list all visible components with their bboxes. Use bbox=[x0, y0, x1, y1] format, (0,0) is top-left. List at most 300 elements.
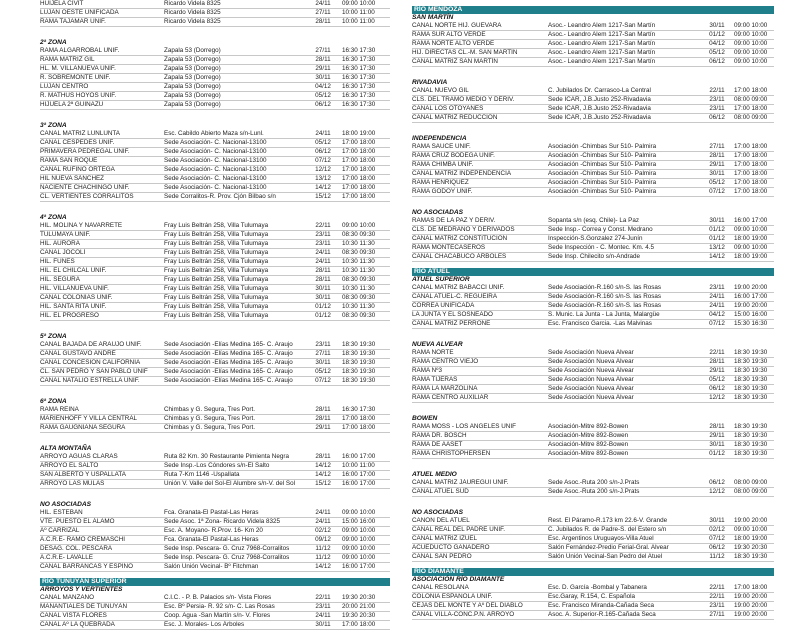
meeting-date: 23/11 bbox=[709, 105, 725, 112]
zone-heading: ARROYOS Y VERTIENTES bbox=[40, 586, 123, 593]
zone-heading: NO ASOCIADAS bbox=[412, 509, 464, 516]
zone-heading: ALTA MONTAÑA bbox=[40, 445, 92, 452]
meeting-time: 16:00 17:00 bbox=[734, 293, 768, 300]
schedule-row bbox=[40, 462, 390, 471]
canal-name: Aº CARRIZAL bbox=[40, 527, 80, 534]
meeting-date: 14/12 bbox=[315, 471, 331, 478]
meeting-time: 18:30 19:30 bbox=[734, 441, 768, 448]
canal-name: RAMA LA MARZOLINA bbox=[412, 385, 478, 392]
meeting-date: 23/11 bbox=[709, 96, 725, 103]
meeting-date: 29/11 bbox=[709, 367, 725, 374]
schedule-row bbox=[412, 49, 774, 58]
meeting-time: 19:30 20:30 bbox=[342, 612, 376, 619]
meeting-place: Asociación -Chimbas Sur 510- Palmira bbox=[548, 143, 657, 150]
meeting-place: Esc. Bº Persia- R. 92 s/n- C. Las Rosas bbox=[164, 603, 275, 610]
meeting-date: 28/11 bbox=[315, 415, 331, 422]
meeting-place: Sede Asociación- C. Nacional-13100 bbox=[164, 157, 267, 164]
meeting-place: Sede Insp. Pescara- G. Cruz 7968-Corralitos bbox=[164, 545, 290, 552]
meeting-place: Sede Insp.-Los Cóndores s/n-El Salto bbox=[164, 462, 270, 469]
meeting-date: 01/12 bbox=[709, 450, 725, 457]
canal-name: HIL. SANTA RITA UNIF. bbox=[40, 303, 107, 310]
schedule-row bbox=[412, 31, 774, 40]
schedule-row bbox=[40, 509, 390, 518]
schedule-row bbox=[412, 226, 774, 235]
schedule-row bbox=[40, 92, 390, 101]
schedule-row bbox=[412, 188, 774, 197]
meeting-place: Sede Asociación- C. Nacional-13100 bbox=[164, 148, 267, 155]
canal-name: CANAL RESOLANA bbox=[412, 584, 469, 591]
meeting-place: Fray Luis Beltrán 258, Villa Tulumaya bbox=[164, 312, 269, 319]
canal-name: RAMAS DE LA PAZ Y DERIV. bbox=[412, 217, 496, 224]
meeting-place: Asoc.- Leandro Alem 1217-San Martín bbox=[548, 58, 656, 65]
meeting-date: 30/11 bbox=[709, 22, 725, 29]
meeting-place: C. Jubilados Dr. Carrasco-La Central bbox=[548, 87, 651, 94]
zone-heading: 5ª ZONA bbox=[40, 333, 67, 340]
spacer bbox=[40, 489, 390, 501]
canal-name: HIL NUEVA SÁNCHEZ bbox=[40, 175, 105, 182]
meeting-time: 18:30 19:30 bbox=[734, 432, 768, 439]
schedule-row bbox=[40, 453, 390, 462]
canal-name: CANAL REAL DEL PADRE UNIF. bbox=[412, 526, 505, 533]
schedule-row bbox=[412, 593, 774, 602]
meeting-place: Sede Insp. Pescara- G. Cruz 7968-Corralitos bbox=[164, 554, 290, 561]
meeting-time: 17:00 18:00 bbox=[342, 175, 376, 182]
meeting-time: 16:30 17:30 bbox=[342, 406, 376, 413]
meeting-date: 24/11 bbox=[315, 130, 331, 137]
canal-name: CL. VERTIENTES CORRALITOS bbox=[40, 193, 134, 200]
schedule-row bbox=[40, 240, 390, 249]
schedule-row bbox=[412, 22, 774, 31]
schedule-row bbox=[40, 157, 390, 166]
canal-name: CEJAS DEL MONTE Y Aº DEL DIABLO bbox=[412, 602, 523, 609]
meeting-time: 10:00 11:00 bbox=[342, 9, 375, 16]
schedule-row bbox=[412, 96, 774, 105]
meeting-date: 07/12 bbox=[315, 377, 331, 384]
meeting-time: 16:30 17:30 bbox=[342, 47, 376, 54]
schedule-row bbox=[40, 368, 390, 377]
meeting-place: Fray Luis Beltrán 258, Villa Tulumaya bbox=[164, 240, 269, 247]
meeting-date: 07/12 bbox=[709, 535, 725, 542]
canal-name: HIL. EL PROGRESO bbox=[40, 312, 99, 319]
meeting-time: 09:00 10:00 bbox=[342, 0, 376, 7]
canal-name: SAN ALBERTO Y USPALLATA bbox=[40, 471, 126, 478]
schedule-row bbox=[40, 249, 390, 258]
meeting-time: 10:30 11:30 bbox=[342, 240, 375, 247]
meeting-time: 18:00 19:00 bbox=[734, 235, 768, 242]
meeting-date: 28/11 bbox=[315, 453, 331, 460]
meeting-date: 07/12 bbox=[315, 157, 331, 164]
meeting-time: 10:00 11:00 bbox=[342, 18, 375, 25]
meeting-time: 17:00 18:00 bbox=[342, 193, 376, 200]
meeting-time: 17:00 18:00 bbox=[342, 148, 376, 155]
canal-name: CANAL MATRIZ PERRONE bbox=[412, 320, 491, 327]
meeting-time: 18:30 19:30 bbox=[734, 394, 768, 401]
meeting-time: 18:30 19:30 bbox=[734, 385, 768, 392]
meeting-time: 17:00 18:00 bbox=[342, 139, 376, 146]
meeting-place: Sede Asociación -Elías Medina 165- C. Araujo bbox=[164, 350, 293, 357]
meeting-date: 06/12 bbox=[315, 101, 331, 108]
meeting-date: 22/11 bbox=[709, 584, 725, 591]
meeting-date: 28/11 bbox=[709, 152, 725, 159]
schedule-row bbox=[412, 423, 774, 432]
meeting-date: 06/12 bbox=[315, 148, 331, 155]
meeting-date: 06/12 bbox=[709, 114, 725, 121]
meeting-time: 18:30 19:30 bbox=[342, 341, 376, 348]
meeting-place: Esc.Garay, R.154, C. Española bbox=[548, 593, 636, 600]
canal-name: ARROYO EL SALTO bbox=[40, 462, 99, 469]
meeting-place: Inspección-S.Gonzalez 274-Junín bbox=[548, 235, 643, 242]
meeting-place: Esc. J. Morales- Los Árboles bbox=[164, 621, 245, 628]
schedule-row bbox=[412, 253, 774, 262]
spacer bbox=[40, 386, 390, 398]
canal-name: RAMA NORTE bbox=[412, 349, 454, 356]
zone-heading: 4ª ZONA bbox=[40, 214, 67, 221]
meeting-date: 27/11 bbox=[315, 350, 331, 357]
meeting-date: 24/11 bbox=[315, 612, 331, 619]
meeting-time: 08:00 09:00 bbox=[734, 96, 768, 103]
schedule-row bbox=[40, 415, 390, 424]
schedule-row bbox=[40, 47, 390, 56]
canal-name: HIL. ESTEBAN bbox=[40, 509, 83, 516]
meeting-date: 01/12 bbox=[315, 303, 331, 310]
meeting-place: Chimbas y G. Segura, Tres Port. bbox=[164, 424, 255, 431]
canal-name: CANAL MANZANO bbox=[40, 594, 94, 601]
meeting-place: Sede ICAR, J.B.Justo 252-Rivadavia bbox=[548, 114, 651, 121]
meeting-date: 01/12 bbox=[315, 312, 331, 319]
meeting-time: 09:00 10:00 bbox=[342, 509, 376, 516]
zone-heading: SAN MARTÍN bbox=[412, 14, 454, 21]
meeting-time: 18:00 19:00 bbox=[342, 130, 376, 137]
meeting-date: 28/11 bbox=[315, 18, 331, 25]
meeting-date: 07/12 bbox=[709, 320, 725, 327]
canal-name: RAMA DE AASET bbox=[412, 441, 463, 448]
meeting-place: Fray Luis Beltrán 258, Villa Tulumaya bbox=[164, 294, 269, 301]
meeting-date: 05/12 bbox=[709, 179, 725, 186]
canal-name: NACIENTE CHACHINGO UNIF. bbox=[40, 184, 130, 191]
canal-name: CANAL MATRIZ BABACCI UNIF. bbox=[412, 284, 505, 291]
meeting-time: 08:30 09:30 bbox=[342, 249, 376, 256]
meeting-date: 12/12 bbox=[709, 394, 725, 401]
meeting-date: 14/12 bbox=[315, 184, 331, 191]
meeting-time: 09:00 10:00 bbox=[734, 226, 768, 233]
canal-name: CANAL MATRIZ SAN MARTÍN bbox=[412, 58, 498, 65]
schedule-row bbox=[412, 302, 774, 311]
meeting-place: Asoc.- Leandro Alem 1217-San Martín bbox=[548, 40, 656, 47]
meeting-date: 30/11 bbox=[315, 294, 331, 301]
canal-name: RAMA CRUZ BODEGA UNIF. bbox=[412, 152, 495, 159]
canal-name: MARIENHOFF Y VILLA CENTRAL bbox=[40, 415, 138, 422]
meeting-place: Sede Asoc. 1ª Zona- Ricardo Videla 8325 bbox=[164, 518, 280, 525]
meeting-time: 09:00 10:00 bbox=[342, 527, 376, 534]
canal-name: HIL. MOLINA Y NAVARRETE bbox=[40, 222, 123, 229]
meeting-date: 04/12 bbox=[709, 40, 725, 47]
canal-name: CANAL NORTE HIJ. GUEVARA bbox=[412, 22, 502, 29]
meeting-date: 27/11 bbox=[315, 9, 331, 16]
meeting-time: 08:30 09:30 bbox=[342, 294, 376, 301]
meeting-time: 16:00 17:00 bbox=[342, 563, 376, 570]
meeting-place: Sede Asociación Nueva Alvear bbox=[548, 358, 634, 365]
canal-name: CANAL Aº LA QUEBRADA bbox=[40, 621, 115, 628]
meeting-place: Zapala 53 (Dorrego) bbox=[164, 92, 221, 99]
schedule-row bbox=[412, 284, 774, 293]
meeting-date: 06/12 bbox=[709, 544, 725, 551]
canal-name: CANAL MATRIZ LUNLUNTA bbox=[40, 130, 121, 137]
meeting-date: 22/11 bbox=[315, 222, 331, 229]
meeting-time: 10:30 11:30 bbox=[342, 258, 375, 265]
meeting-place: Sede ICAR, J.B.Justo 252-Rivadavia bbox=[548, 105, 651, 112]
meeting-date: 30/11 bbox=[315, 285, 331, 292]
meeting-time: 16:30 17:30 bbox=[342, 83, 376, 90]
canal-name: RAMA NORTE ALTO VERDE bbox=[412, 40, 495, 47]
schedule-row bbox=[412, 479, 774, 488]
schedule-row bbox=[412, 358, 774, 367]
canal-name: CAÑÓN DEL ATUEL bbox=[412, 517, 470, 524]
meeting-time: 19:00 20:00 bbox=[734, 284, 768, 291]
canal-name: ARROYO LAS MULAS bbox=[40, 480, 105, 487]
schedule-row bbox=[412, 161, 774, 170]
meeting-time: 19:00 20:00 bbox=[734, 517, 768, 524]
schedule-row bbox=[412, 105, 774, 114]
meeting-time: 19:00 20:00 bbox=[734, 593, 768, 600]
meeting-time: 09:00 10:00 bbox=[734, 58, 768, 65]
meeting-date: 23/11 bbox=[315, 231, 331, 238]
canal-name: RAMA TIJERAS bbox=[412, 376, 458, 383]
meeting-time: 09:00 10:00 bbox=[734, 244, 768, 251]
meeting-time: 17:00 18:00 bbox=[734, 87, 768, 94]
meeting-place: Sede Asociación Nueva Alvear bbox=[548, 376, 634, 383]
canal-name: CANAL MATRIZ INDEPENDENCIA bbox=[412, 170, 512, 177]
schedule-row bbox=[412, 349, 774, 358]
meeting-time: 09:00 10:00 bbox=[342, 545, 376, 552]
meeting-place: Asociación -Chimbas Sur 510- Palmira bbox=[548, 152, 657, 159]
canal-name: RAMA ALGARROBAL UNIF. bbox=[40, 47, 120, 54]
meeting-date: 11/12 bbox=[315, 554, 331, 561]
canal-name: CANAL BAJADA DE ARAUJO UNIF. bbox=[40, 341, 142, 348]
meeting-time: 18:30 19:30 bbox=[342, 368, 376, 375]
schedule-row bbox=[40, 9, 390, 18]
meeting-time: 17:00 18:00 bbox=[734, 584, 768, 591]
meeting-place: Zapala 53 (Dorrego) bbox=[164, 101, 221, 108]
meeting-time: 09:00 10:00 bbox=[342, 536, 376, 543]
spacer bbox=[40, 110, 390, 122]
schedule-row bbox=[40, 471, 390, 480]
meeting-date: 30/11 bbox=[315, 359, 331, 366]
meeting-time: 16:30 17:30 bbox=[342, 65, 376, 72]
meeting-place: Esc. Francisco Garcia. -Las Malvinas bbox=[548, 320, 652, 327]
canal-name: RAMA REINA bbox=[40, 406, 79, 413]
canal-name: HIL. FUNES bbox=[40, 258, 75, 265]
meeting-date: 24/11 bbox=[709, 293, 725, 300]
canal-name: RAMA GODOY UNIF. bbox=[412, 188, 473, 195]
meeting-place: Sede Asociación -Elías Medina 165- C. Araujo bbox=[164, 359, 293, 366]
meeting-place: Sede ICAR, J.B.Justo 252-Rivadavia bbox=[548, 96, 651, 103]
meeting-place: Fray Luis Beltrán 258, Villa Tulumaya bbox=[164, 258, 269, 265]
schedule-row bbox=[40, 231, 390, 240]
meeting-date: 13/12 bbox=[315, 175, 331, 182]
meeting-place: Chimbas y G. Segura, Tres Port. bbox=[164, 406, 255, 413]
meeting-time: 16:30 17:30 bbox=[342, 74, 376, 81]
meeting-date: 02/12 bbox=[709, 526, 725, 533]
meeting-date: 28/11 bbox=[315, 406, 331, 413]
meeting-time: 18:30 19:30 bbox=[734, 423, 768, 430]
canal-name: RAMA SUR ALTO VERDE bbox=[412, 31, 486, 38]
meeting-date: 24/11 bbox=[315, 518, 331, 525]
meeting-place: Asociación-Mitre 892-Bowen bbox=[548, 432, 629, 439]
canal-name: CANAL NUEVO GIL bbox=[412, 87, 469, 94]
meeting-date: 04/12 bbox=[709, 311, 725, 318]
schedule-row bbox=[40, 267, 390, 276]
meeting-place: Fray Luis Beltrán 258, Villa Tulumaya bbox=[164, 276, 269, 283]
meeting-date: 14/12 bbox=[315, 563, 331, 570]
meeting-date: 04/12 bbox=[315, 83, 331, 90]
schedule-row bbox=[412, 87, 774, 96]
canal-name: RAMA TAJAMAR UNIF. bbox=[40, 18, 106, 25]
meeting-date: 05/12 bbox=[709, 49, 725, 56]
canal-name: CANAL NATALIO ESTRELLA UNIF. bbox=[40, 377, 140, 384]
meeting-date: 29/11 bbox=[315, 424, 331, 431]
meeting-date: 13/12 bbox=[709, 244, 725, 251]
canal-name: RAMA MATRIZ GIL bbox=[40, 56, 95, 63]
meeting-date: 05/12 bbox=[709, 376, 725, 383]
meeting-place: Esc. Francisco Miranda-Cañada Seca bbox=[548, 602, 655, 609]
schedule-row bbox=[412, 441, 774, 450]
meeting-time: 17:00 18:00 bbox=[734, 170, 768, 177]
canal-name: MANANTIALES DE TUNUYÁN bbox=[40, 603, 128, 610]
meeting-place: Ruta 7-Km 1146 -Uspallata bbox=[164, 471, 240, 478]
meeting-place: Sede Asociación- C. Nacional-13100 bbox=[164, 166, 267, 173]
meeting-place: Asociación -Chimbas Sur 510- Palmira bbox=[548, 179, 657, 186]
meeting-date: 01/12 bbox=[709, 31, 725, 38]
schedule-row bbox=[40, 594, 390, 603]
canal-name: R. SOBREMONTE UNIF. bbox=[40, 74, 111, 81]
schedule-row bbox=[412, 526, 774, 535]
meeting-date: 29/11 bbox=[709, 161, 725, 168]
meeting-date: 23/11 bbox=[709, 602, 725, 609]
meeting-date: 28/11 bbox=[315, 276, 331, 283]
meeting-place: Asoc. A. Superior-R.165-Cañada Seca bbox=[548, 611, 656, 618]
schedule-row bbox=[412, 488, 774, 497]
meeting-place: Sede Insp. Chilecito s/n-Andrade bbox=[548, 253, 641, 260]
meeting-time: 09:00 10:00 bbox=[342, 554, 376, 561]
schedule-row bbox=[412, 114, 774, 123]
meeting-time: 17:00 18:00 bbox=[734, 105, 768, 112]
canal-name: RAMA DR. BOSCH bbox=[412, 432, 467, 439]
canal-name: CANAL CONCESIÓN CALIFORNIA bbox=[40, 359, 141, 366]
schedule-row bbox=[412, 553, 774, 562]
meeting-time: 10:30 11:30 bbox=[342, 285, 375, 292]
meeting-time: 17:00 18:00 bbox=[734, 179, 768, 186]
meeting-time: 10:30 11:30 bbox=[342, 267, 375, 274]
schedule-row bbox=[40, 175, 390, 184]
schedule-row bbox=[40, 101, 390, 110]
meeting-place: Sede Asociación Nueva Alvear bbox=[548, 394, 634, 401]
meeting-date: 28/11 bbox=[315, 56, 331, 63]
canal-name: HIL. VILLANUEVA UNIF. bbox=[40, 285, 109, 292]
meeting-date: 12/12 bbox=[315, 166, 331, 173]
zone-heading: 2ª ZONA bbox=[40, 39, 67, 46]
meeting-date: 06/12 bbox=[709, 385, 725, 392]
schedule-row bbox=[40, 276, 390, 285]
meeting-place: Asociación -Chimbas Sur 510- Palmira bbox=[548, 170, 657, 177]
meeting-date: 12/12 bbox=[709, 488, 725, 495]
schedule-row bbox=[40, 312, 390, 321]
canal-name: RAMA SAN ROQUE bbox=[40, 157, 98, 164]
meeting-time: 17:00 18:00 bbox=[342, 424, 376, 431]
meeting-place: Sede Asociación Nueva Alvear bbox=[548, 349, 634, 356]
meeting-place: Ruta 82 Km. 30 Restaurante Pimienta Negra bbox=[164, 453, 289, 460]
meeting-time: 18:00 19:00 bbox=[734, 535, 768, 542]
canal-name: CANAL JOCOLÍ bbox=[40, 249, 86, 256]
canal-name: RAMA HENRIQUEZ bbox=[412, 179, 469, 186]
meeting-time: 16:30 17:30 bbox=[342, 101, 376, 108]
meeting-time: 17:00 18:00 bbox=[342, 621, 376, 628]
canal-name: HIL. EL CHILCAL UNIF. bbox=[40, 267, 107, 274]
canal-name: HIJUELA 2ª GUIÑAZÚ bbox=[40, 101, 104, 108]
meeting-time: 17:00 18:00 bbox=[342, 184, 376, 191]
spacer bbox=[40, 202, 390, 214]
left-column bbox=[40, 0, 390, 630]
meeting-place: Ricardo Videla 8325 bbox=[164, 18, 221, 25]
river-section-band: RÍO ATUEL bbox=[412, 268, 774, 276]
schedule-row bbox=[40, 527, 390, 536]
meeting-time: 17:00 18:00 bbox=[734, 152, 768, 159]
meeting-place: Fray Luis Beltrán 258, Villa Tulumaya bbox=[164, 267, 269, 274]
spacer bbox=[412, 329, 774, 341]
schedule-row bbox=[412, 152, 774, 161]
meeting-place: Zapala 53 (Dorrego) bbox=[164, 47, 221, 54]
schedule-row bbox=[412, 311, 774, 320]
meeting-date: 02/12 bbox=[315, 527, 331, 534]
schedule-row bbox=[40, 130, 390, 139]
meeting-time: 20:00 21:00 bbox=[342, 603, 376, 610]
schedule-row bbox=[40, 341, 390, 350]
meeting-place: Asoc.- Leandro Alem 1217-San Martín bbox=[548, 31, 656, 38]
meeting-place: Sede Asociación-R.160 s/n-S. las Rosas bbox=[548, 284, 662, 291]
meeting-place: Fray Luis Beltrán 258, Villa Tulumaya bbox=[164, 303, 269, 310]
meeting-date: 30/11 bbox=[709, 170, 725, 177]
canal-name: RAMA CENTRO VIEJO bbox=[412, 358, 479, 365]
schedule-row bbox=[412, 235, 774, 244]
meeting-place: Sopanta s/n (esq. Chile)- La Paz bbox=[548, 217, 640, 224]
schedule-row bbox=[412, 217, 774, 226]
canal-name: CANAL VILLA-CONC.P.N. ARROYO bbox=[412, 611, 515, 618]
meeting-place: Sede Insp.- Correa y Const. Medrano bbox=[548, 226, 653, 233]
meeting-time: 18:30 19:30 bbox=[734, 358, 768, 365]
meeting-place: Sede Corralitos-R. Prov. Cjón Bilbao s/n bbox=[164, 193, 276, 200]
meeting-place: Zapala 53 (Dorrego) bbox=[164, 83, 221, 90]
meeting-date: 14/12 bbox=[709, 253, 725, 260]
meeting-place: Salón Unión Vecinal-San Pedro del Atuel bbox=[548, 553, 663, 560]
meeting-place: Esc. A. Moyano- R.Prov. 16- Km 20 bbox=[164, 527, 263, 534]
canal-name: PRIMAVERA PEDREGAL UNIF. bbox=[40, 148, 130, 155]
spacer bbox=[412, 123, 774, 135]
meeting-place: Sede Asociación- C. Nacional-13100 bbox=[164, 175, 267, 182]
schedule-row bbox=[40, 480, 390, 489]
meeting-place: Sede Inspección - C. Montec. Km. 4.5 bbox=[548, 244, 655, 251]
meeting-time: 08:00 09:00 bbox=[734, 479, 768, 486]
meeting-time: 19:00 20:00 bbox=[734, 611, 768, 618]
meeting-date: 30/11 bbox=[709, 217, 725, 224]
meeting-date: 28/11 bbox=[315, 267, 331, 274]
meeting-date: 22/11 bbox=[709, 349, 725, 356]
river-section-band: RÍO MENDOZA bbox=[412, 6, 774, 14]
meeting-place: Esc. Cabildo Abierto Maza s/n-Lunl. bbox=[164, 130, 264, 137]
schedule-row bbox=[40, 0, 390, 9]
meeting-date: 28/11 bbox=[709, 358, 725, 365]
canal-name: TULUMAYA UNIF. bbox=[40, 231, 91, 238]
meeting-place: Chimbas y G. Segura, Tres Port. bbox=[164, 415, 255, 422]
schedule-row bbox=[412, 394, 774, 403]
